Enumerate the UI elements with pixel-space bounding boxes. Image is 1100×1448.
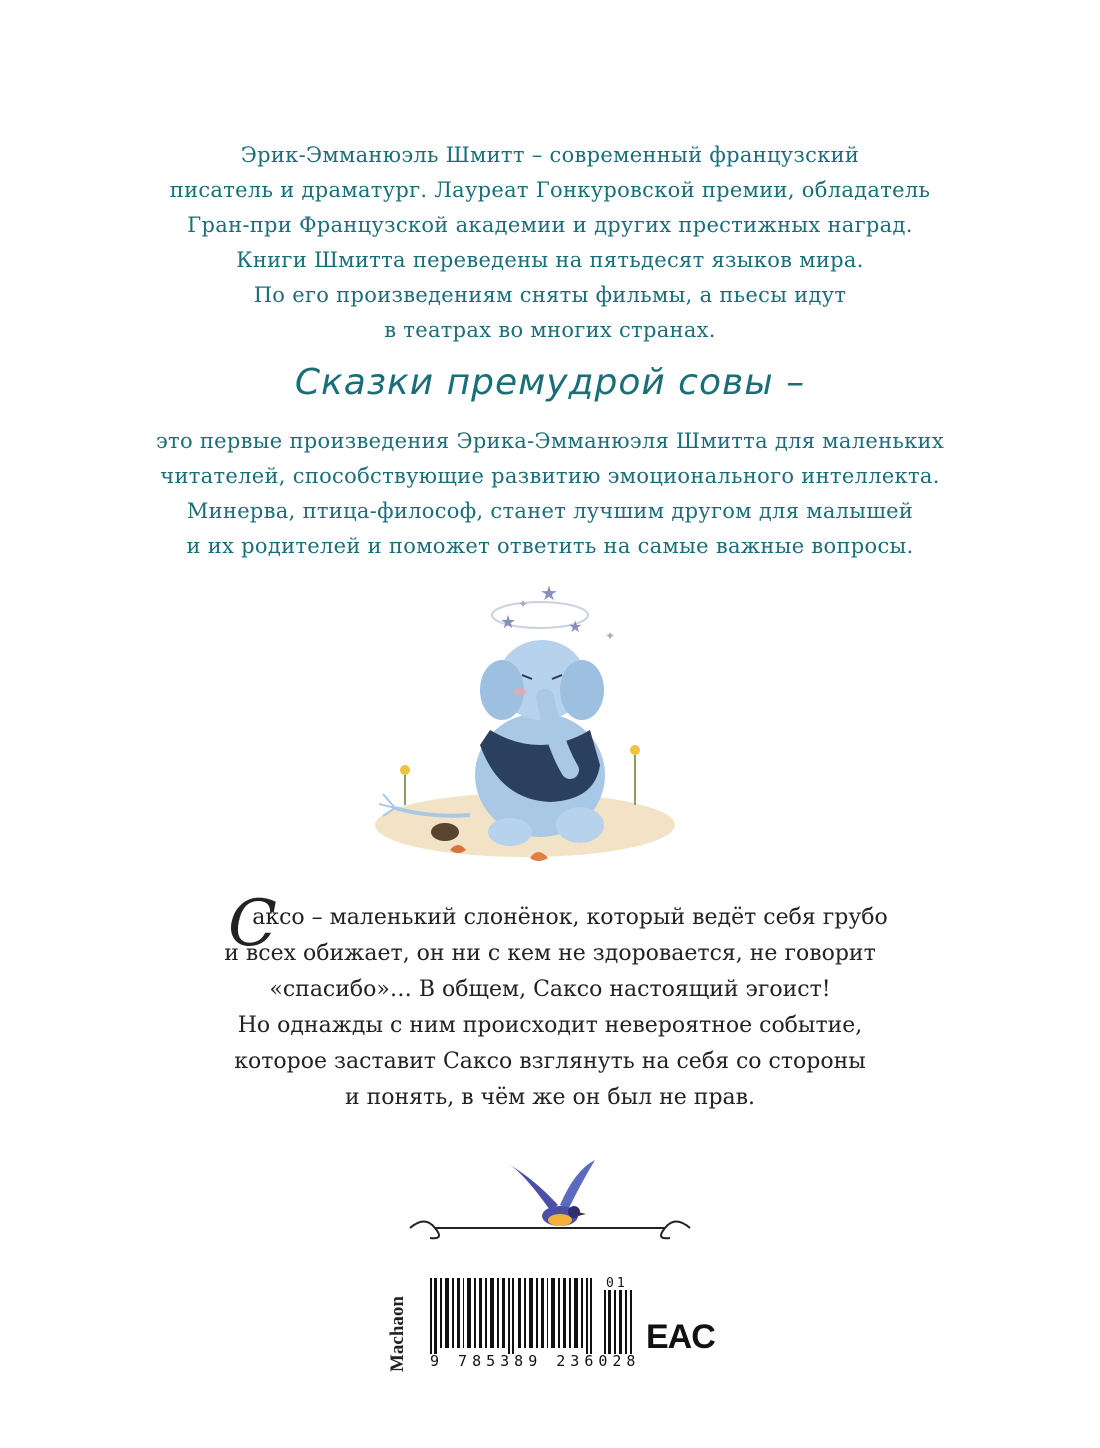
svg-text:✦: ✦ — [518, 597, 529, 611]
author-bio-line: писатель и драматург. Лауреат Гонкуровской премии, обладатель — [169, 178, 931, 202]
series-description — [90, 424, 1010, 564]
publisher-logo: Machaon — [387, 1296, 408, 1372]
series-heading: Сказки премудрой совы – — [294, 362, 806, 403]
author-bio-line: Эрик-Эмманюэль Шмитт – современный французский — [240, 143, 860, 167]
series-desc-line: Минерва, птица-философ, станет лучшим другом для малышей — [186, 499, 914, 523]
dropcap-letter: С — [228, 887, 277, 961]
svg-text:✦: ✦ — [605, 629, 616, 643]
synopsis-line: Но однажды с ним происходит невероятное событие, — [237, 1013, 863, 1038]
series-desc-line: это первые произведения Эрика-Эмманюэля Шмитта для маленьких — [155, 429, 944, 453]
svg-text:★: ★ — [500, 612, 517, 633]
author-bio-line: По его произведениям сняты фильмы, а пьесы идут — [253, 283, 847, 307]
elephant-illustration — [350, 570, 690, 870]
synopsis-line: которое заставит Саксо взглянуть на себя со стороны — [234, 1049, 866, 1074]
author-bio-line: Гран-при Французской академии и других престижных наград. — [187, 213, 913, 237]
synopsis-line: «спасибо»… В общем, Саксо настоящий эгоист! — [269, 977, 831, 1002]
series-desc-line: и их родителей и поможет ответить на самые важные вопросы. — [186, 534, 914, 558]
book-synopsis — [210, 900, 890, 1116]
isbn-digits: 9 785389 236028 — [430, 1352, 641, 1370]
svg-text:★: ★ — [540, 581, 558, 605]
synopsis-line: и понять, в чём же он был не прав. — [344, 1085, 756, 1110]
author-bio — [110, 138, 990, 348]
series-desc-line: читателей, способствующие развитию эмоционального интеллекта. — [160, 464, 940, 488]
eac-mark: EAC — [646, 1318, 715, 1356]
author-bio-line: в театрах во многих странах. — [384, 318, 716, 342]
synopsis-line: аксо – маленький слонёнок, который ведёт себя грубо — [252, 905, 888, 930]
synopsis-line: и всех обижает, он ни с кем не здоровается, не говорит — [224, 941, 876, 966]
bird-ornament — [400, 1150, 700, 1250]
author-bio-line: Книги Шмитта переведены на пятьдесят языков мира. — [236, 248, 864, 272]
barcode-addon: 01 — [606, 1276, 628, 1291]
svg-text:★: ★ — [568, 617, 583, 636]
